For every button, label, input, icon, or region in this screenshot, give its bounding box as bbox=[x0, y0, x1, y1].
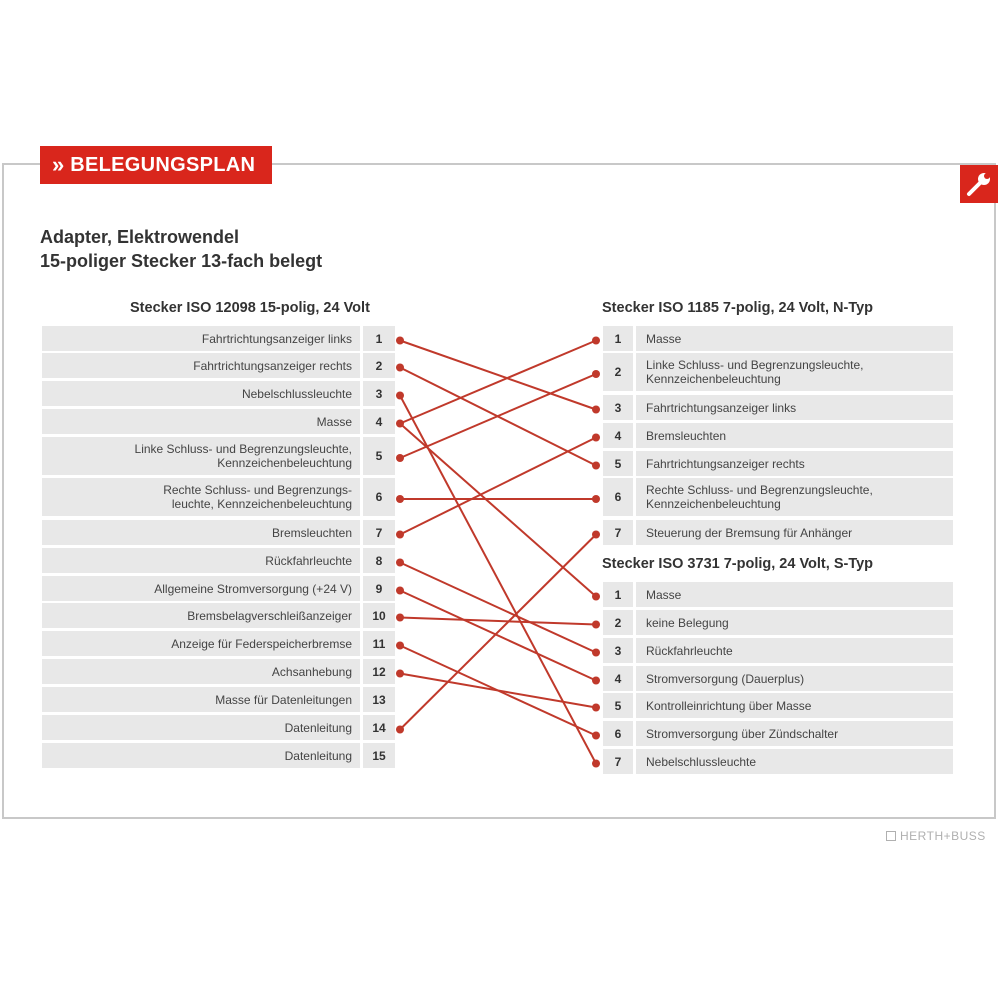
pin-label: Nebelschlussleuchte bbox=[42, 381, 360, 406]
pin-number: 1 bbox=[603, 582, 633, 607]
pin-label: Fahrtrichtungsanzeiger rechts bbox=[42, 353, 360, 378]
wire-endpoint-dot bbox=[396, 642, 404, 650]
pin-number: 14 bbox=[363, 715, 395, 740]
wire-endpoint-dot bbox=[592, 406, 600, 414]
wire-endpoint-dot bbox=[592, 621, 600, 629]
left-connector-heading: Stecker ISO 12098 15-polig, 24 Volt bbox=[130, 300, 370, 316]
pin-number: 6 bbox=[603, 721, 633, 746]
pin-number: 5 bbox=[603, 451, 633, 476]
pin-number: 10 bbox=[363, 603, 395, 628]
wire-endpoint-dot bbox=[592, 531, 600, 539]
wire-endpoint-dot bbox=[396, 392, 404, 400]
wire-endpoint-dot bbox=[396, 337, 404, 345]
pin-number: 5 bbox=[603, 693, 633, 718]
pin-number: 12 bbox=[363, 659, 395, 684]
wire-endpoint-dot bbox=[396, 614, 404, 622]
wire-endpoint-dot bbox=[592, 760, 600, 768]
right-n-connector-heading: Stecker ISO 1185 7-polig, 24 Volt, N-Typ bbox=[602, 300, 874, 316]
pin-number: 3 bbox=[603, 395, 633, 420]
pin-label: keine Belegung bbox=[636, 610, 953, 635]
pin-number: 15 bbox=[363, 743, 395, 768]
pin-label: Rückfahrleuchte bbox=[636, 638, 953, 663]
pin-label: Bremsleuchten bbox=[636, 423, 953, 448]
pin-label: Fahrtrichtungsanzeiger rechts bbox=[636, 451, 953, 476]
pin-number: 4 bbox=[603, 423, 633, 448]
wire-endpoint-dot bbox=[592, 649, 600, 657]
wire-endpoint-dot bbox=[592, 495, 600, 503]
pin-label: Bremsleuchten bbox=[42, 520, 360, 545]
pin-label: Rechte Schluss- und Begrenzungs- leuchte, Kennzeichenbeleuchtung bbox=[42, 478, 360, 516]
pin-label: Rechte Schluss- und Begrenzungsleuchte, Kennzeichenbeleuchtung bbox=[636, 478, 953, 516]
pin-number: 5 bbox=[363, 437, 395, 475]
pin-number: 1 bbox=[363, 326, 395, 351]
right-s-connector-heading: Stecker ISO 3731 7-polig, 24 Volt, S-Typ bbox=[602, 556, 874, 572]
pin-number: 8 bbox=[363, 548, 395, 573]
wire-endpoint-dot bbox=[396, 495, 404, 503]
wire-14-N7 bbox=[400, 535, 596, 730]
pin-label: Datenleitung bbox=[42, 743, 360, 768]
pin-number: 2 bbox=[603, 610, 633, 635]
pin-number: 7 bbox=[363, 520, 395, 545]
wire-9-S4 bbox=[400, 591, 596, 681]
pin-label: Masse bbox=[42, 409, 360, 434]
pin-number: 9 bbox=[363, 576, 395, 601]
wire-endpoint-dot bbox=[396, 454, 404, 462]
pin-label: Bremsbelagverschleißanzeiger bbox=[42, 603, 360, 628]
pin-number: 4 bbox=[363, 409, 395, 434]
pin-label: Fahrtrichtungsanzeiger links bbox=[636, 395, 953, 420]
pin-label: Achsanhebung bbox=[42, 659, 360, 684]
wire-endpoint-dot bbox=[592, 434, 600, 442]
wire-1-N3 bbox=[400, 341, 596, 410]
pin-number: 2 bbox=[363, 353, 395, 378]
pin-number: 3 bbox=[603, 638, 633, 663]
wire-endpoint-dot bbox=[396, 420, 404, 428]
wire-endpoint-dot bbox=[592, 370, 600, 378]
wire-endpoint-dot bbox=[396, 726, 404, 734]
wire-10-S2 bbox=[400, 618, 596, 625]
pin-label: Fahrtrichtungsanzeiger links bbox=[42, 326, 360, 351]
wire-endpoint-dot bbox=[396, 587, 404, 595]
pin-label: Masse bbox=[636, 326, 953, 351]
pin-label: Allgemeine Stromversorgung (+24 V) bbox=[42, 576, 360, 601]
pin-number: 6 bbox=[603, 478, 633, 516]
wire-endpoint-dot bbox=[396, 531, 404, 539]
pin-number: 4 bbox=[603, 666, 633, 691]
title-line-1: Adapter, Elektrowendel bbox=[40, 227, 240, 247]
wire-endpoint-dot bbox=[592, 462, 600, 470]
pin-label: Nebelschlussleuchte bbox=[636, 749, 953, 774]
pin-number: 6 bbox=[363, 478, 395, 516]
pin-label: Masse für Datenleitungen bbox=[42, 687, 360, 712]
title-line-2: 15-poliger Stecker 13-fach belegt bbox=[40, 251, 323, 271]
pin-label: Stromversorgung (Dauerplus) bbox=[636, 666, 953, 691]
pin-label: Stromversorgung über Zündschalter bbox=[636, 721, 953, 746]
pin-number: 1 bbox=[603, 326, 633, 351]
pin-label: Linke Schluss- und Begrenzungsleuchte, Kennzeichenbeleuchtung bbox=[42, 437, 360, 475]
pin-number: 13 bbox=[363, 687, 395, 712]
wire-5-N2 bbox=[400, 374, 596, 458]
pin-label: Steuerung der Bremsung für Anhänger bbox=[636, 520, 953, 545]
wire-endpoint-dot bbox=[592, 704, 600, 712]
wire-endpoint-dot bbox=[396, 559, 404, 567]
pin-label: Kontrolleinrichtung über Masse bbox=[636, 693, 953, 718]
pin-number: 7 bbox=[603, 749, 633, 774]
pin-label: Anzeige für Federspeicherbremse bbox=[42, 631, 360, 656]
pin-label: Datenleitung bbox=[42, 715, 360, 740]
wire-endpoint-dot bbox=[592, 593, 600, 601]
brand-name: HERTH+BUSS bbox=[900, 829, 986, 843]
pin-number: 3 bbox=[363, 381, 395, 406]
pin-label: Linke Schluss- und Begrenzungsleuchte, Kennzeichenbeleuchtung bbox=[636, 353, 953, 391]
wire-endpoint-dot bbox=[592, 732, 600, 740]
pin-label: Rückfahrleuchte bbox=[42, 548, 360, 573]
wire-endpoint-dot bbox=[396, 670, 404, 678]
pin-number: 11 bbox=[363, 631, 395, 656]
wire-endpoint-dot bbox=[396, 364, 404, 372]
wire-endpoint-dot bbox=[592, 337, 600, 345]
chevron-icon: » bbox=[52, 152, 61, 177]
wire-endpoint-dot bbox=[592, 677, 600, 685]
pin-number: 2 bbox=[603, 353, 633, 391]
wire-12-S5 bbox=[400, 674, 596, 708]
wire-4-S1 bbox=[400, 424, 596, 597]
wire-8-S3 bbox=[400, 563, 596, 653]
pin-label: Masse bbox=[636, 582, 953, 607]
banner-label: BELEGUNGSPLAN bbox=[70, 153, 256, 176]
pin-number: 7 bbox=[603, 520, 633, 545]
